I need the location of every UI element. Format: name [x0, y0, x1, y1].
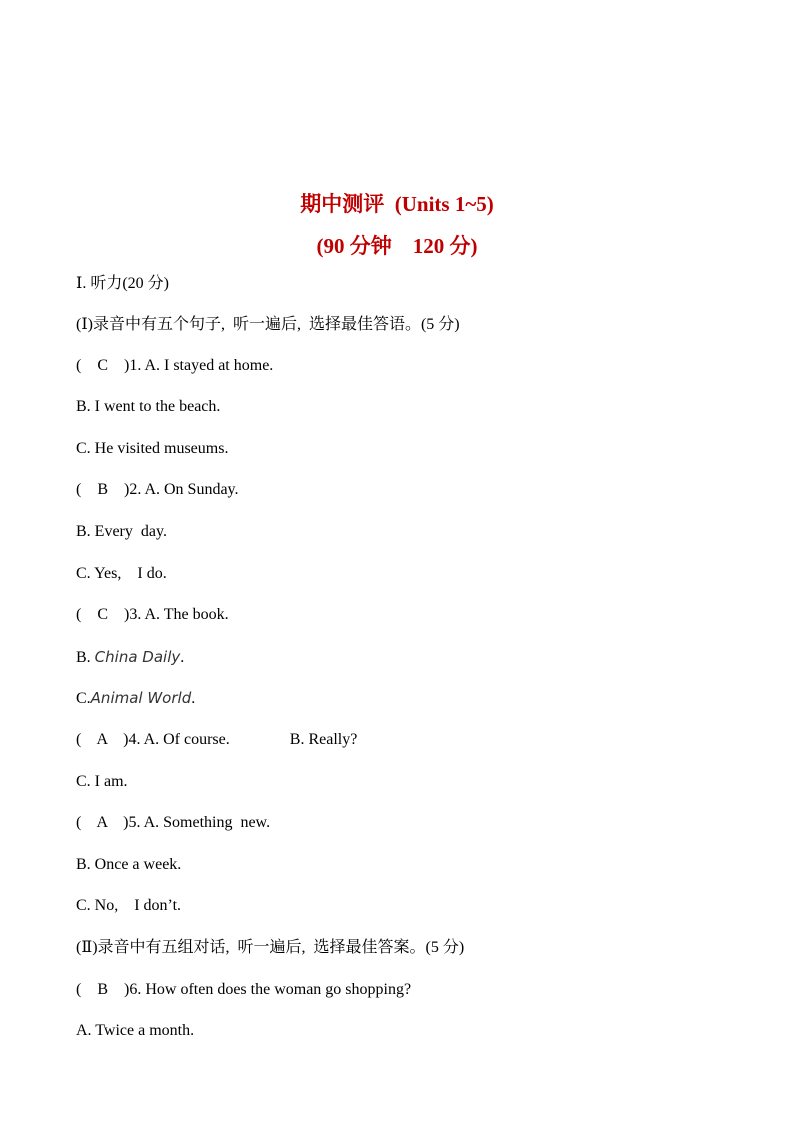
section-heading: Ⅰ. 听力(20 分)	[76, 275, 169, 292]
question-3: ( C )3. A. The book.	[76, 606, 229, 623]
q6-option-a: A. Twice a month.	[76, 1022, 195, 1039]
part2-instructions: (Ⅱ)录音中有五组对话, 听一遍后, 选择最佳答案。(5 分)	[76, 939, 465, 956]
question-4: ( A )4. A. Of course. B. Really?	[76, 731, 358, 748]
q3-option-c: C.Animal World.	[76, 689, 196, 707]
page-title: 期中测评 (Units 1~5)	[300, 192, 494, 216]
q2-option-c: C. Yes, I do.	[76, 565, 167, 582]
q5-option-c: C. No, I don’t.	[76, 897, 182, 914]
q1-option-b: B. I went to the beach.	[76, 398, 221, 415]
q1-option-c: C. He visited museums.	[76, 440, 229, 457]
page-subtitle: (90 分钟 120 分)	[316, 234, 478, 258]
q3-option-b: B. China Daily.	[76, 648, 185, 666]
q4-option-c: C. I am.	[76, 773, 128, 790]
question-6: ( B )6. How often does the woman go shopping?	[76, 981, 412, 998]
question-1: ( C )1. A. I stayed at home.	[76, 357, 274, 374]
q4-option-b: B. Really?	[289, 731, 358, 748]
question-5: ( A )5. A. Something new.	[76, 814, 271, 831]
q2-option-b: B. Every day.	[76, 523, 167, 540]
part1-instructions: (Ⅰ)录音中有五个句子, 听一遍后, 选择最佳答语。(5 分)	[76, 316, 460, 333]
q5-option-b: B. Once a week.	[76, 856, 182, 873]
question-2: ( B )2. A. On Sunday.	[76, 481, 239, 498]
